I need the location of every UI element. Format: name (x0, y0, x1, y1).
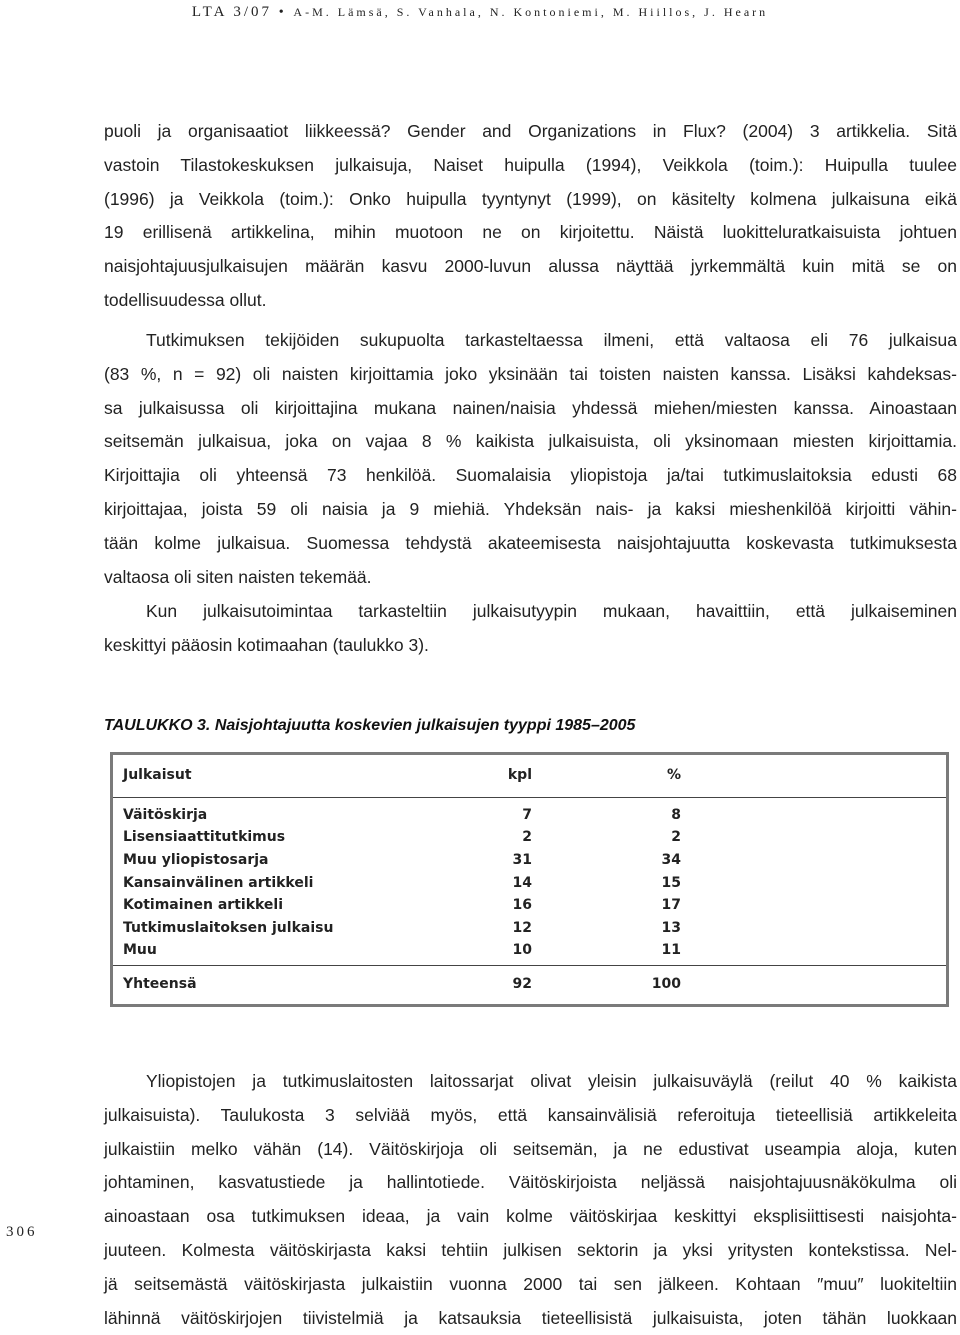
text-line: (83 %, n = 92) oli naisten kirjoittamia joko yksinään tai toisten naisten kanssa. Lisäksi kahdeksas- (104, 363, 957, 384)
table-caption: TAULUKKO 3. Naisjohtajuutta koskevien julkaisujen tyyppi 1985–2005 (104, 717, 636, 734)
kpl-cell: 31 (512, 852, 532, 868)
text-line: Yliopistojen ja tutkimuslaitosten laitossarjat olivat yleisin julkaisuväylä (reilut 40 % kaikista (146, 1071, 957, 1091)
row-label: Muu (123, 942, 157, 958)
text-line: keskittyi pääosin kotimaahan (taulukko 3). (104, 634, 429, 655)
text-line: julkaistiin melko vähän (14). Väitöskirjoja oli seitsemän, ja ne edustivat useampia aloja, kuten (104, 1138, 957, 1159)
text-line: vastoin Tilastokeskuksen julkaisuja, Naiset huipulla (1994), Veikkola (toim.): Huipulla tuulee (104, 154, 957, 175)
row-label: Kotimainen artikkeli (123, 897, 284, 913)
total-pct: 100 (651, 976, 681, 992)
kpl-cell: 7 (522, 807, 532, 823)
pct-cell: 8 (671, 807, 681, 823)
kpl-cell: 16 (512, 897, 532, 913)
text-line: jä seitsemästä väitöskirjasta julkaistiin vuonna 2000 tai sen jälkeen. Kohtaan ″muu″ luokiteltiin (104, 1273, 957, 1294)
header-cell: Julkaisut (123, 767, 192, 783)
header-separator: • (278, 5, 287, 20)
header-divider (113, 797, 946, 798)
page-number: 306 (6, 1224, 38, 1240)
text-line: (1996) ja Veikkola (toim.): Onko huipulla tyyntynyt (1999), on käsitelty kolmena julkaisuna eikä (104, 188, 957, 209)
pct-cell: 11 (661, 942, 681, 958)
table-row (113, 875, 946, 897)
publications-table (110, 752, 949, 1007)
text-line: ainoastaan osa tutkimuksen ideaa, ja vain kolme väitöskirjaa keskittyi eksplisiittisesti naisjohta- (104, 1206, 957, 1227)
pct-cell: 13 (661, 920, 681, 936)
text-line: johtaminen, kasvatustiede ja hallintotiede. Väitöskirjoista neljässä naisjohtajuusnäkökulma oli (104, 1172, 957, 1193)
table-row (113, 829, 946, 851)
text-line: sa julkaisussa oli kirjoittajina mukana nainen/naisia yhdessä miehen/miesten kanssa. Ainoastaan (104, 397, 957, 418)
text-line: naisjohtajuusjulkaisujen määrän kasvu 2000-luvun alussa näyttää jyrkemmältä kuin mitä se on (104, 256, 957, 277)
text-line: julkaisuista). Taulukosta 3 selviää myös, että kansainvälisiä referoituja tieteellisiä artikkeleita (104, 1104, 957, 1125)
header-cell: kpl (507, 767, 532, 783)
total-kpl: 92 (512, 976, 532, 992)
row-label: Väitöskirja (123, 807, 208, 823)
text-line: kirjoittajaa, joista 59 oli naisia ja 9 miehiä. Yhdeksän nais- ja kaksi mieshenkilöä kirjoitti vähin- (104, 498, 957, 519)
text-line: 19 erillisenä artikkelina, mihin muotoon ne on kirjoitettu. Näistä luokitteluratkaisuista johtuen (104, 222, 957, 243)
pct-cell: 15 (661, 875, 681, 891)
header-cell: % (666, 767, 681, 783)
table-header-row (113, 767, 946, 789)
kpl-cell: 2 (522, 829, 532, 845)
running-header (0, 0, 960, 30)
table-total-row (113, 976, 946, 998)
table-row (113, 807, 946, 829)
header-authors: A-M. Lämsä, S. Vanhala, N. Kontoniemi, M. Hiillos, J. Hearn (293, 5, 769, 19)
kpl-cell: 14 (512, 875, 532, 891)
text-line: Kun julkaisutoimintaa tarkasteltiin julkaisutyypin mukaan, havaittiin, että julkaiseminen (146, 601, 957, 621)
row-label: Tutkimuslaitoksen julkaisu (123, 920, 334, 936)
kpl-cell: 10 (512, 942, 532, 958)
row-label: Muu yliopistosarja (123, 852, 269, 868)
text-line: juuteen. Kolmesta väitöskirjasta kaksi tehtiin julkisen sektorin ja yksi yritysten kontekstissa. Nel- (104, 1239, 957, 1260)
text-line: lähinnä väitöskirjojen tiivistelmiä ja katsauksia tieteellisistä julkaisuista, joten tähän luokkaan (104, 1307, 957, 1328)
paragraph-4 (104, 1065, 957, 1335)
journal-issue: LTA 3/07 (191, 4, 272, 20)
row-label: Kansainvälinen artikkeli (123, 875, 314, 891)
text-line: Kirjoittajia oli yhteensä 73 henkilöä. Suomalaisia yliopistoja ja/tai tutkimuslaitoksia edusti 68 (104, 465, 957, 486)
text-line: todellisuudessa ollut. (104, 289, 267, 310)
paragraph-1 (104, 115, 957, 318)
table-row (113, 920, 946, 942)
text-line: puoli ja organisaatiot liikkeessä? Gender and Organizations in Flux? (2004) 3 artikkelia. Sitä (104, 121, 957, 141)
table-row (113, 852, 946, 874)
text-line: valtaosa oli siten naisten tekemää. (104, 566, 372, 587)
text-line: Tutkimuksen tekijöiden sukupuolta tarkasteltaessa ilmeni, että valtaosa eli 76 julkaisua (146, 330, 957, 350)
paragraph-3 (104, 595, 957, 663)
row-label: Lisensiaattitutkimus (123, 829, 286, 845)
table-row (113, 942, 946, 964)
text-line: seitsemän julkaisua, joka on vajaa 8 % kaikista julkaisuista, oli yksinomaan miesten kirjoittamia. (104, 431, 957, 452)
text-line: tään kolme julkaisua. Suomessa tehdystä akateemisesta naisjohtajuutta koskevasta tutkimuksesta (104, 532, 957, 553)
pct-cell: 2 (671, 829, 681, 845)
paragraph-2 (104, 324, 957, 594)
table-row (113, 897, 946, 919)
kpl-cell: 12 (512, 920, 532, 936)
pct-cell: 34 (661, 852, 681, 868)
pct-cell: 17 (661, 897, 681, 913)
total-divider (113, 965, 946, 966)
total-label: Yhteensä (123, 976, 197, 992)
